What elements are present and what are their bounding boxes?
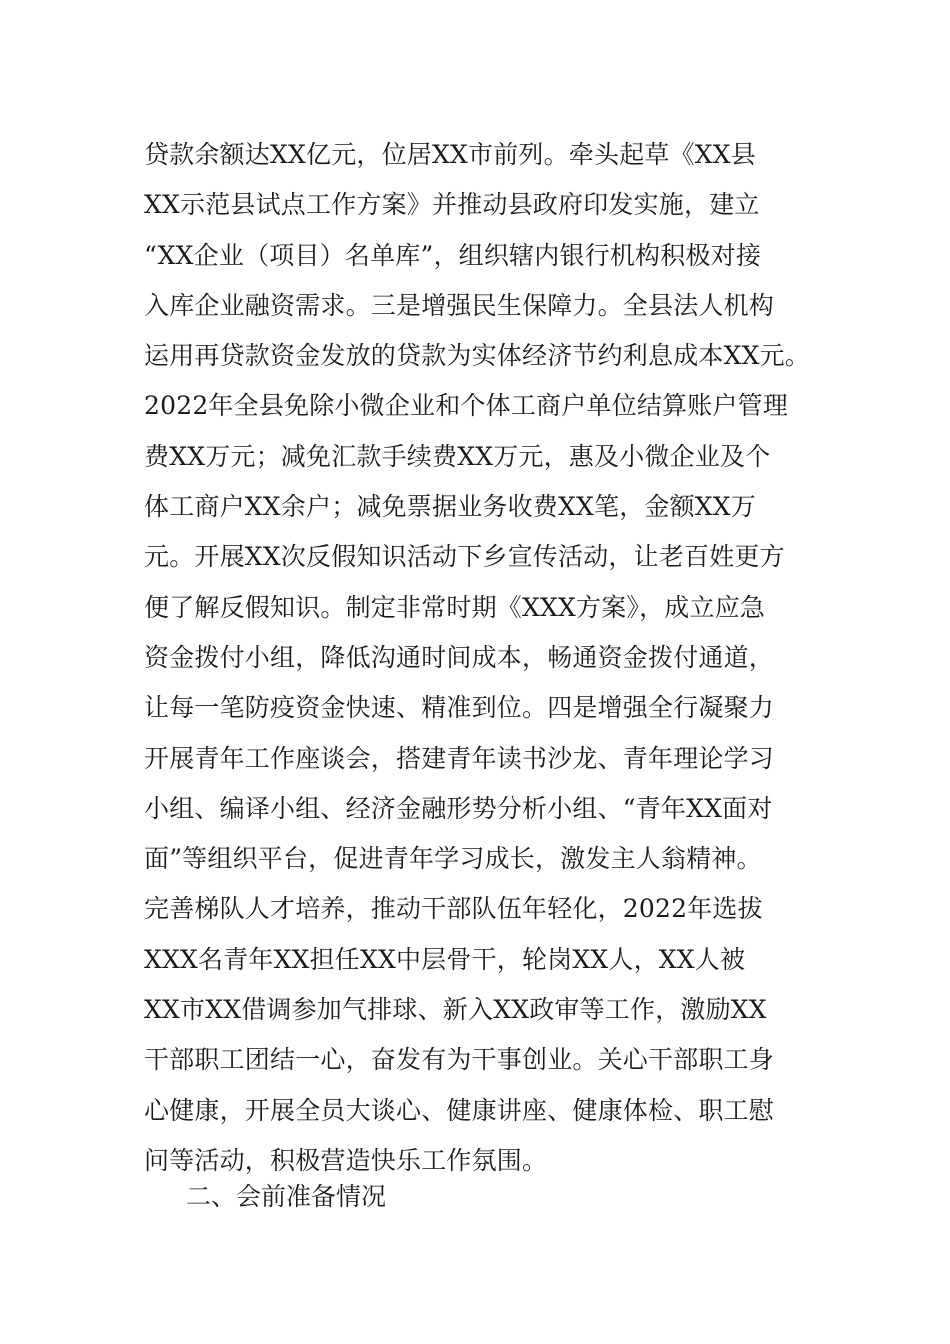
- paragraph-line: 体工商户XX余户；减免票据业务收费XX笔，金额XX万: [144, 492, 756, 522]
- paragraph-line: 开展青年工作座谈会，搭建青年读书沙龙、青年理论学习: [144, 743, 775, 773]
- paragraph-line: XX市XX借调参加气排球、新入XX政审等工作，激励XX: [144, 995, 767, 1025]
- paragraph-line: 贷款余额达XX亿元，位居XX市前列。牵头起草《XX县: [144, 140, 756, 169]
- paragraph-line: 干部职工团结一心，奋发有为干事创业。关心干部职工身: [144, 1045, 775, 1075]
- paragraph-line: “XX企业（项目）名单库”，组织辖内银行机构积极对接: [144, 240, 762, 270]
- paragraph-line: 运用再贷款资金发放的贷款为实体经济节约利息成本XX元。: [144, 341, 810, 371]
- paragraph-line: 入库企业融资需求。三是增强民生保障力。全县法人机构: [144, 290, 775, 320]
- paragraph-line: 小组、编译小组、经济金融形势分析小组、“青年XX面对: [144, 793, 773, 823]
- paragraph-line: 完善梯队人才培养，推动干部队伍年轻化，2022年选拔: [144, 894, 763, 924]
- paragraph-line: 费XX万元；减免汇款手续费XX万元，惠及小微企业及个: [144, 441, 771, 471]
- paragraph-line: 心健康，开展全员大谈心、健康讲座、健康体检、职工慰: [144, 1095, 775, 1125]
- paragraph-line: 让每一笔防疫资金快速、精准到位。四是增强全行凝聚力: [144, 693, 775, 723]
- paragraph-line: XX示范县试点工作方案》并推动县政府印发实施，建立: [144, 190, 760, 220]
- paragraph-line: 元。开展XX次反假知识活动下乡宣传活动，让老百姓更方: [144, 542, 785, 572]
- section-heading: 二、会前准备情况: [186, 1182, 387, 1211]
- paragraph-line: 便了解反假知识。制定非常时期《XXX方案》，成立应急: [144, 592, 766, 622]
- paragraph-line: 2022年全县免除小微企业和个体工商户单位结算账户管理: [144, 391, 789, 421]
- paragraph-line: 资金拨付小组，降低沟通时间成本，畅通资金拨付通道，: [144, 642, 775, 672]
- paragraph-line: XXX名青年XX担任XX中层骨干，轮岗XX人，XX人被: [144, 944, 746, 974]
- body-paragraph: [144, 130, 844, 1186]
- paragraph-line: 问等活动，积极营造快乐工作氛围。: [144, 1145, 548, 1175]
- paragraph-line: 面”等组织平台，促进青年学习成长，激发主人翁精神。: [144, 844, 762, 874]
